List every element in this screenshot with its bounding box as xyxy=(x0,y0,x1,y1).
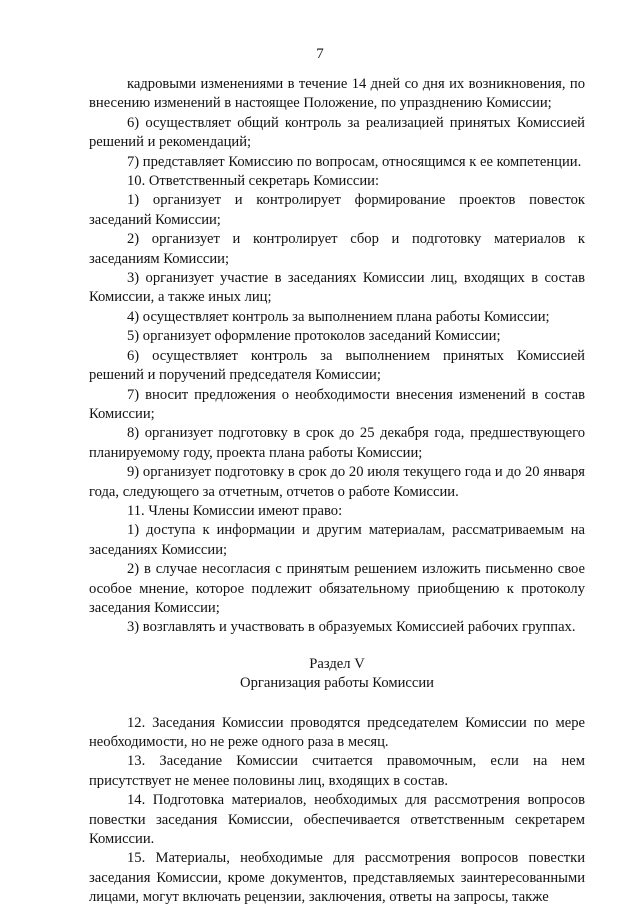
paragraph: 7) представляет Комиссию по вопросам, относящимся к ее компетенции. xyxy=(127,153,582,170)
paragraph: 12. Заседания Комиссии проводятся председателем Комиссии по мере необходимости, но не реже одного раза в месяц. xyxy=(89,714,585,750)
paragraph: 15. Материалы, необходимые для рассмотрения вопросов повестки заседания Комиссии, кроме документов, представляемых заинтересованными лицами, могут включать рецензии, заключения, ответы на запросы, также xyxy=(89,850,585,906)
paragraph: 2) организует и контролирует сбор и подготовку материалов к заседаниям Комиссии; xyxy=(89,231,585,267)
paragraph: 11. Члены Комиссии имеют право: xyxy=(127,502,343,519)
page-number: 7 xyxy=(316,46,324,62)
paragraph: 6) осуществляет контроль за выполнением принятых Комиссией решений и поручений председателя Комиссии; xyxy=(89,347,585,384)
paragraph: 13. Заседание Комиссии считается правомочным, если на нем присутствует не менее половины лиц, входящих в состав. xyxy=(89,753,585,789)
paragraph: 9) организует подготовку в срок до 20 июля текущего года и до 20 января года, следующего за отчетным, отчетов о работе Комиссии. xyxy=(89,464,585,500)
paragraph: 8) организует подготовку в срок до 25 декабря года, предшествующего планируемому году, проекта плана работы Комиссии; xyxy=(89,425,585,461)
paragraph: 2) в случае несогласия с принятым решением изложить письменно свое особое мнение, которое подлежит обязательному приобщению к протоколу заседания Комиссии; xyxy=(89,561,585,616)
paragraph: 3) организует участие в заседаниях Комиссии лиц, входящих в состав Комиссии, а также иных лиц; xyxy=(89,270,585,306)
paragraph: 4) осуществляет контроль за выполнением плана работы Комиссии; xyxy=(127,308,550,325)
section-number: Раздел V xyxy=(309,655,365,672)
paragraph: 5) организует оформление протоколов заседаний Комиссии; xyxy=(127,328,501,345)
section-title: Организация работы Комиссии xyxy=(240,675,434,692)
paragraph: 1) организует и контролирует формирование проектов повесток заседаний Комиссии; xyxy=(89,192,585,228)
paragraph: 14. Подготовка материалов, необходимых для рассмотрения вопросов повестки заседания Комиссии, обеспечивается ответственным секретарем Комиссии. xyxy=(89,792,585,848)
paragraph: 10. Ответственный секретарь Комиссии: xyxy=(127,173,379,190)
paragraph: 7) вносит предложения о необходимости внесения изменений в состав Комиссии; xyxy=(89,386,585,422)
paragraph: 1) доступа к информации и другим материалам, рассматриваемым на заседаниях Комиссии; xyxy=(89,522,585,558)
paragraph: кадровыми изменениями в течение 14 дней со дня их возникновения, по внесению изменений в настоящее Положение, по упразднению Комиссии; xyxy=(89,76,585,112)
paragraph: 3) возглавлять и участвовать в образуемых Комиссией рабочих группах. xyxy=(127,619,576,636)
document-body xyxy=(89,75,585,908)
paragraph: 6) осуществляет общий контроль за реализацией принятых Комиссией решений и рекомендаций; xyxy=(89,114,585,151)
